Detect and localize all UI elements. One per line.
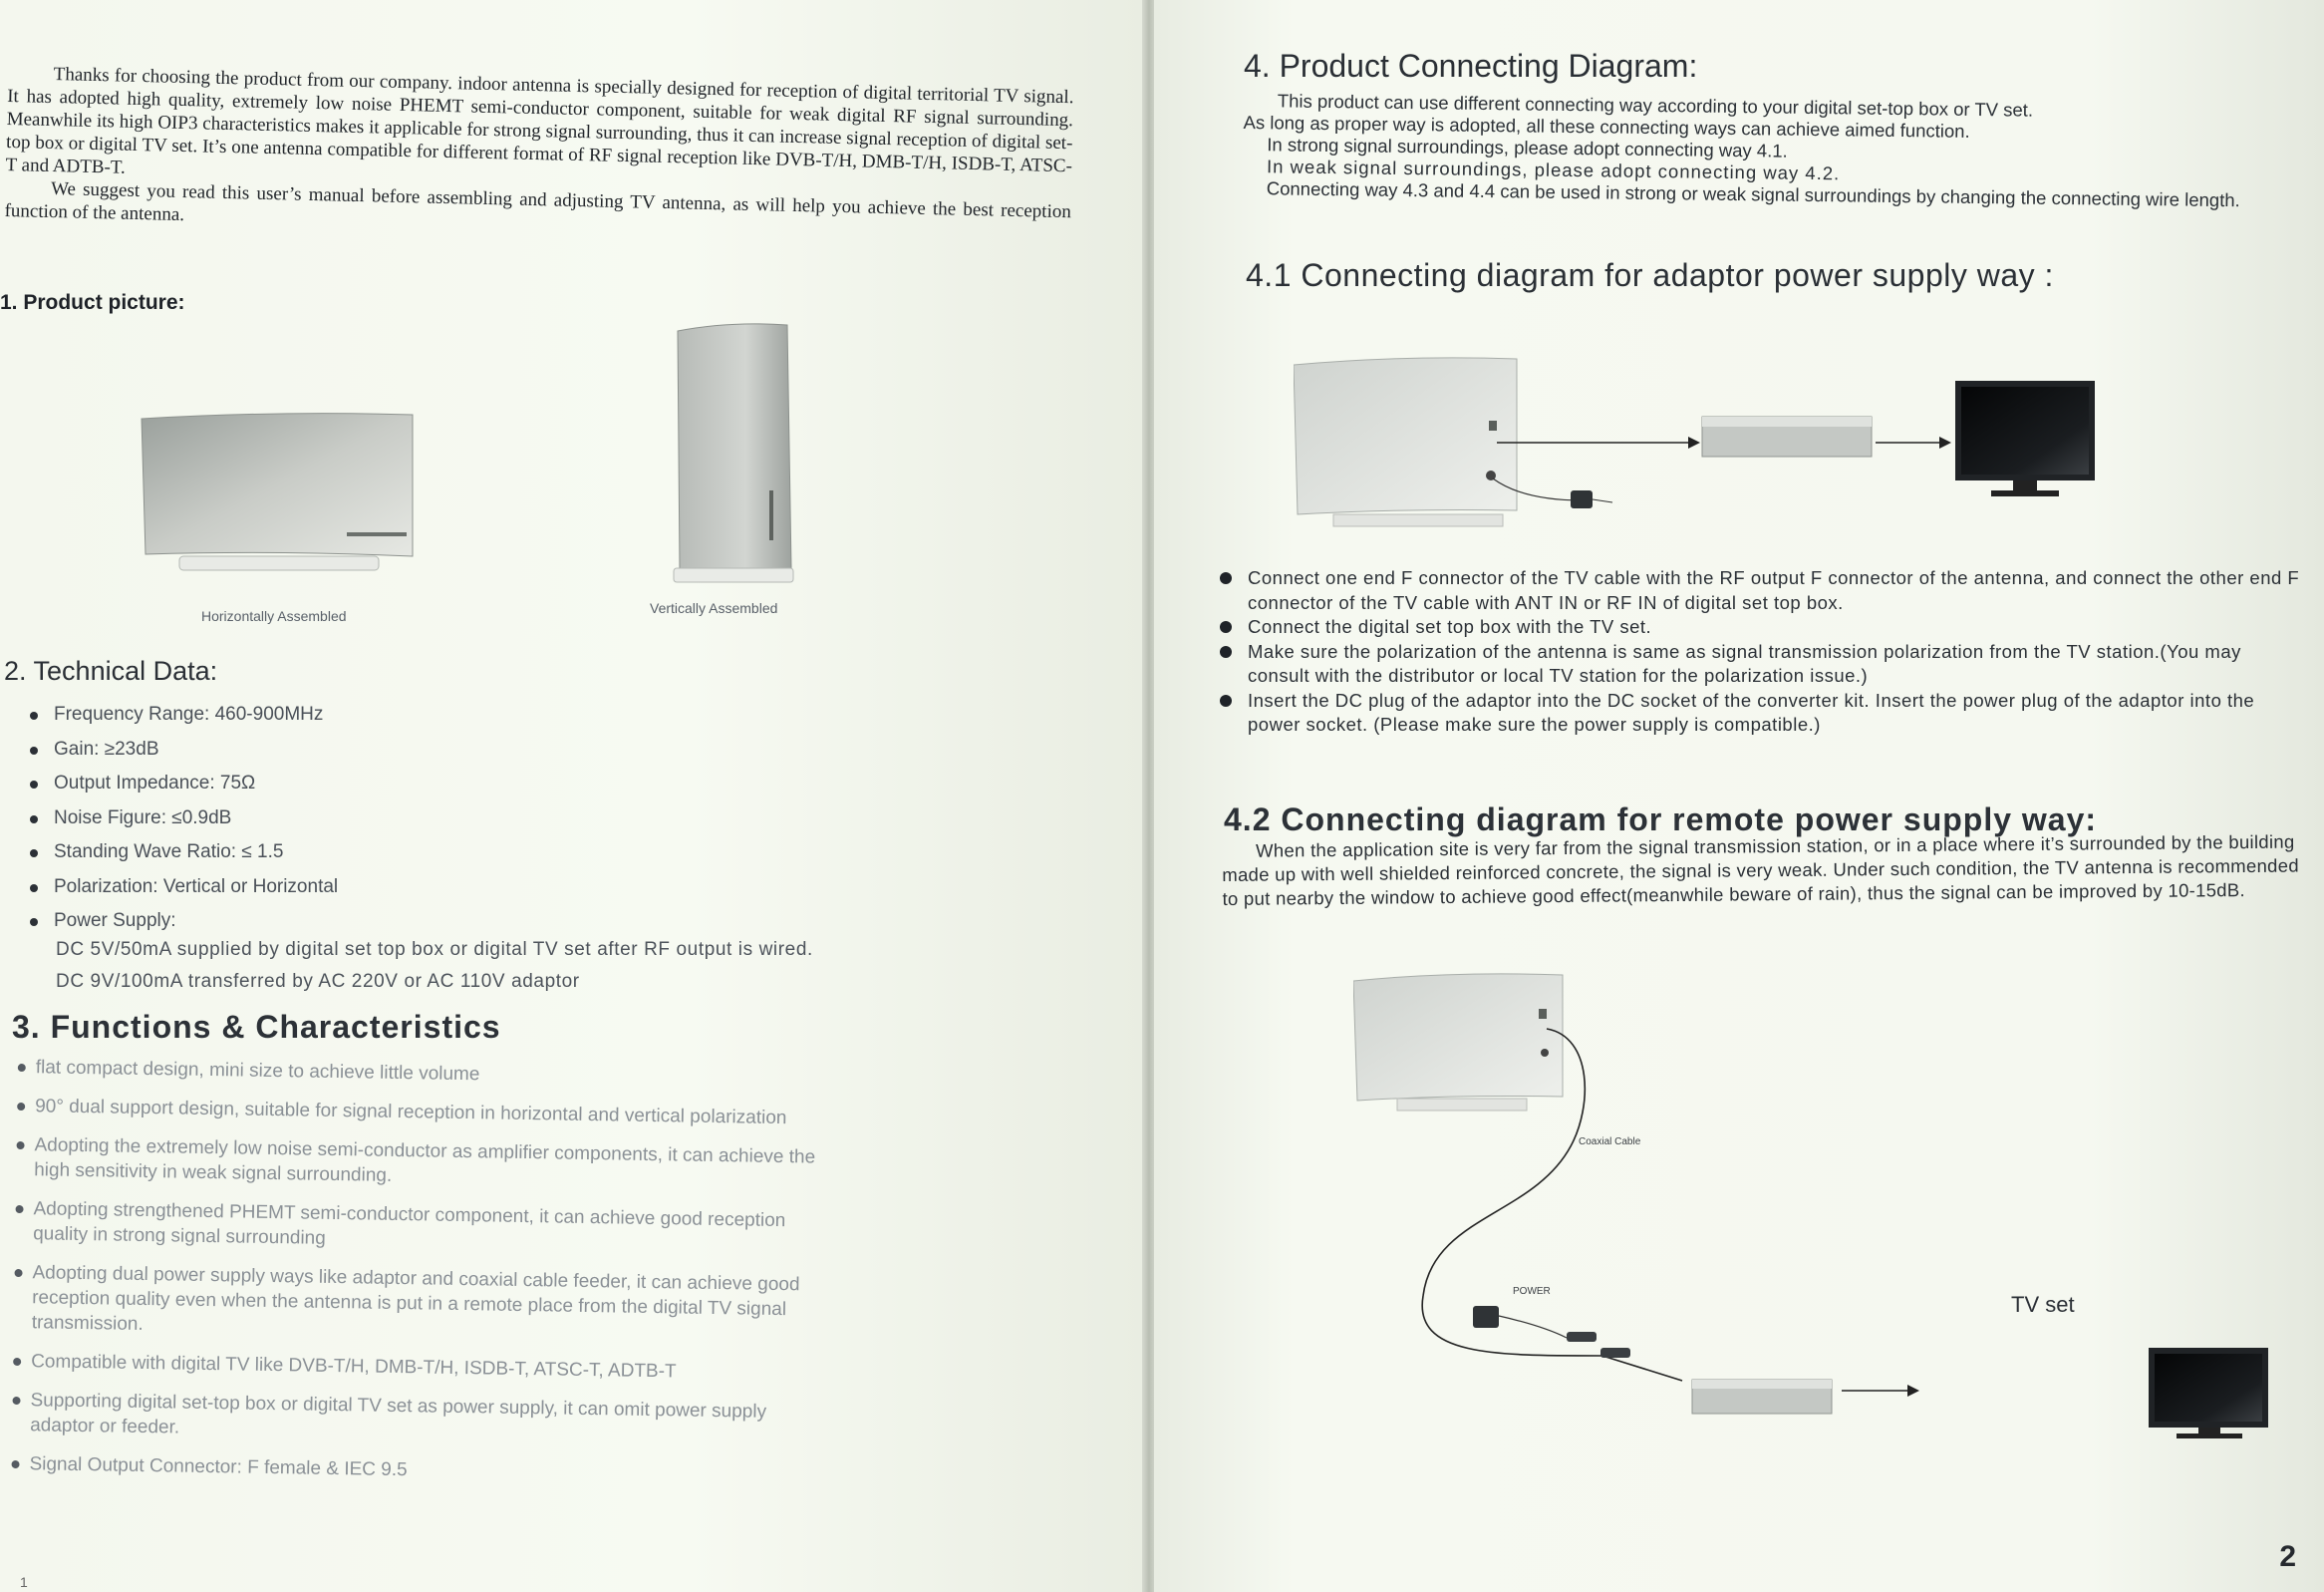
step-item: Connect the digital set top box with the TV set. [1220, 615, 2306, 640]
label-coaxial-cable: Coaxial Cable [1579, 1136, 1641, 1147]
intro-paragraph-2: We suggest you read this user’s manual before assembling and adjusting TV antenna, as will help you achieve the best reception function of the antenna. [4, 178, 1072, 226]
function-item: Adopting strengthened PHEMT semi-conductor component, it can achieve good reception quality in strong signal surrounding [15, 1196, 833, 1259]
connecting-line: In weak signal surroundings, please adopt connecting way 4.2. [1266, 156, 1841, 184]
functions-list [11, 1055, 835, 1503]
label-tv-set: TV set [2011, 1292, 2075, 1317]
functions-heading: 3. Functions & Characteristics [12, 1009, 501, 1045]
tech-item: Gain: ≥23dB [28, 733, 338, 768]
connecting-diagram-heading: 4. Product Connecting Diagram: [1244, 48, 1698, 84]
section-41-steps [1220, 566, 2306, 738]
diagram-adaptor-power [1294, 351, 2290, 550]
left-page-number: 1 [20, 1574, 28, 1590]
tech-item: Standing Wave Ratio: ≤ 1.5 [28, 835, 338, 870]
tech-item: Frequency Range: 460-900MHz [28, 698, 338, 733]
connecting-line: As long as proper way is adopted, all these connecting ways can achieve aimed function. [1243, 111, 1970, 142]
intro-paragraph-1: Thanks for choosing the product from our company. indoor antenna is specially designed for reception of digital territorial TV signal. It has adopted high quality, extremely low noise PHEMT semi-conductor component, suitable for weak digital RF signal surrounding. Meanwhile its high OIP3 characteristics makes it applicable for strong signal surrounding, thus it can increase signal reception of digital set-top box or digital TV set. It’s one antenna compatible for different format of RF signal reception like DVB-T/H, DMB-T/H, ISDB-T, ATSC-T and ADTB-T. [5, 64, 1074, 178]
tech-item: Polarization: Vertical or Horizontal [28, 870, 338, 905]
right-page-number: 2 [2279, 1540, 2296, 1573]
product-vertical-image [670, 321, 799, 590]
right-page [1154, 0, 2324, 1592]
connecting-intro [1243, 90, 2260, 211]
connecting-line: In strong signal surroundings, please adopt connecting way 4.1. [1267, 134, 1788, 161]
function-item: Supporting digital set-top box or digital TV set as power supply, it can omit power supply adaptor or feeder. [12, 1388, 830, 1450]
intro-text [4, 62, 1073, 246]
caption-horizontal: Horizontally Assembled [201, 608, 347, 624]
section-41-heading: 4.1 Connecting diagram for adaptor power supply way : [1246, 257, 2054, 293]
function-item: flat compact design, mini size to achieve little volume [18, 1055, 835, 1093]
function-item: 90° dual support design, suitable for signal reception in horizontal and vertical polarization [17, 1094, 834, 1131]
power-supply-line-2: DC 9V/100mA transferred by AC 220V or AC 110V adaptor [56, 971, 580, 992]
step-item: Insert the DC plug of the adaptor into the DC socket of the converter kit. Insert the power plug of the adaptor into the power socket. (Please make sure the power supply is compatible.) [1220, 689, 2306, 738]
technical-data-heading: 2. Technical Data: [4, 656, 218, 686]
product-picture-heading: 1. Product picture: [0, 291, 185, 314]
label-power: POWER [1513, 1286, 1551, 1297]
tech-item: Power Supply: [28, 904, 338, 939]
function-item: Adopting dual power supply ways like adaptor and coaxial cable feeder, it can achieve good reception quality even when the antenna is put in a remote place from the digital TV signal transmission. [14, 1260, 832, 1348]
technical-data-list [28, 698, 338, 939]
tech-item: Output Impedance: 75Ω [28, 767, 338, 801]
connecting-line: Connecting way 4.3 and 4.4 can be used in strong or weak signal surroundings by changing the connecting wire length. [1266, 177, 2240, 211]
function-item: Signal Output Connector: F female & IEC 9.5 [11, 1451, 828, 1489]
step-item: Connect one end F connector of the TV cable with the RF output F connector of the antenna, and connect the other end F connector of the TV cable with ANT IN or RF IN of digital set top box. [1220, 566, 2306, 615]
diagram-remote-power [1353, 967, 2310, 1445]
function-item: Compatible with digital TV like DVB-T/H, DMB-T/H, ISDB-T, ATSC-T, ADTB-T [13, 1349, 830, 1387]
left-page [0, 0, 1144, 1592]
step-item: Make sure the polarization of the antenna is same as signal transmission polarization from the TV station.(You may consult with the distributor or local TV station for the polarization issue.) [1220, 640, 2306, 689]
tech-item: Noise Figure: ≤0.9dB [28, 801, 338, 836]
section-42-text [1222, 830, 2301, 911]
product-horizontal-image [138, 409, 417, 578]
section-42-heading: 4.2 Connecting diagram for remote power supply way: [1224, 801, 2098, 837]
power-supply-line-1: DC 5V/50mA supplied by digital set top box or digital TV set after RF output is wired. [56, 939, 813, 960]
caption-vertical: Vertically Assembled [650, 600, 778, 616]
section-42-paragraph: When the application site is very far from the signal transmission station, or in a place where it’s surrounded by the building made up with well shielded reinforced concrete, the signal is very weak. Under such condition, the TV antenna is recommended to put nearby the window to achieve good effect(meanwhile beware of rain), thus the signal can be improved by 10-15dB. [1222, 830, 2299, 909]
function-item: Adopting the extremely low noise semi-conductor as amplifier components, it can achieve the high sensitivity in weak signal surrounding. [16, 1132, 834, 1195]
connecting-line: This product can use different connecting way according to your digital set-top box or TV set. [1277, 90, 2034, 121]
